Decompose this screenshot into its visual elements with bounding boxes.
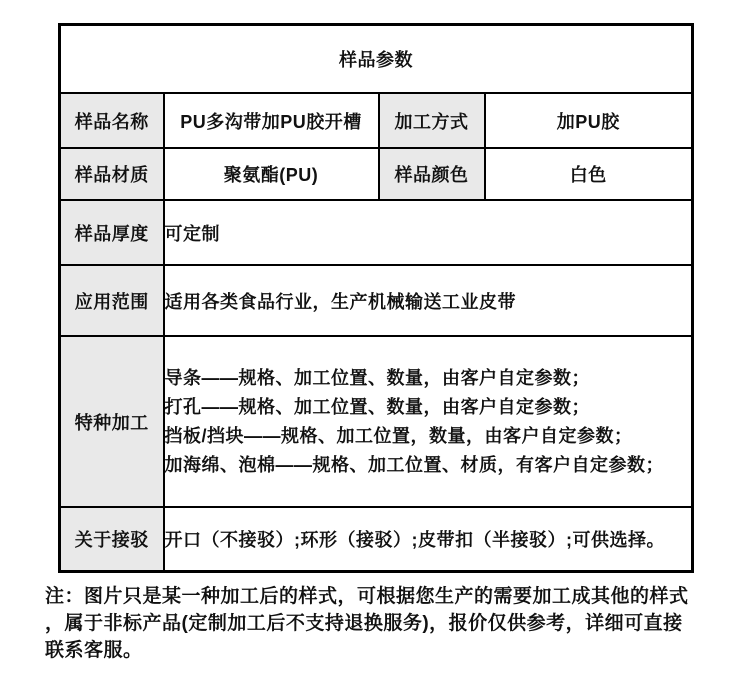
sample-material-label: 样品材质 <box>60 148 164 200</box>
footnote-line-1: 注：图片只是某一种加工后的样式，可根据您生产的需要加工成其他的样式 <box>45 586 689 607</box>
special-processing-line-baffles: 挡板/挡块——规格、加工位置，数量，由客户自定参数； <box>164 425 633 446</box>
sample-parameters-table <box>58 23 694 573</box>
table-title: 样品参数 <box>60 25 693 94</box>
table-title-row <box>60 25 693 94</box>
special-processing-line-foam: 加海绵、泡棉——规格、加工位置、材质，有客户自定参数； <box>164 454 664 475</box>
sample-color-label: 样品颜色 <box>379 148 485 200</box>
sample-thickness-label: 样品厚度 <box>60 200 164 265</box>
application-scope-value: 适用各类食品行业，生产机械输送工业皮带 <box>164 265 693 336</box>
joining-label: 关于接驳 <box>60 507 164 572</box>
footnote-line-3: 联系客服。 <box>45 640 143 661</box>
special-processing-label: 特种加工 <box>60 336 164 507</box>
footnote-line-2: ，属于非标产品(定制加工后不支持退换服务)，报价仅供参考，详细可直接 <box>45 613 683 634</box>
special-processing-line-holes: 打孔——规格、加工位置、数量，由客户自定参数； <box>164 396 590 417</box>
sample-name-value: PU多沟带加PU胶开槽 <box>164 93 379 148</box>
processing-method-value: 加PU胶 <box>485 93 693 148</box>
footnote <box>45 583 717 664</box>
table-row-application-scope <box>60 265 693 336</box>
sample-name-label: 样品名称 <box>60 93 164 148</box>
sample-material-value: 聚氨酯(PU) <box>164 148 379 200</box>
special-processing-value <box>164 336 693 507</box>
sample-color-value: 白色 <box>485 148 693 200</box>
table-row-sample-thickness <box>60 200 693 265</box>
table-row-special-processing <box>60 336 693 507</box>
joining-value: 开口（不接驳）;环形（接驳）;皮带扣（半接驳）;可供选择。 <box>164 507 693 572</box>
table-row-sample-name <box>60 93 693 148</box>
sample-thickness-value: 可定制 <box>164 200 693 265</box>
special-processing-line-guides: 导条——规格、加工位置、数量，由客户自定参数； <box>164 367 590 388</box>
table-row-joining <box>60 507 693 572</box>
processing-method-label: 加工方式 <box>379 93 485 148</box>
application-scope-label: 应用范围 <box>60 265 164 336</box>
table-row-sample-material <box>60 148 693 200</box>
